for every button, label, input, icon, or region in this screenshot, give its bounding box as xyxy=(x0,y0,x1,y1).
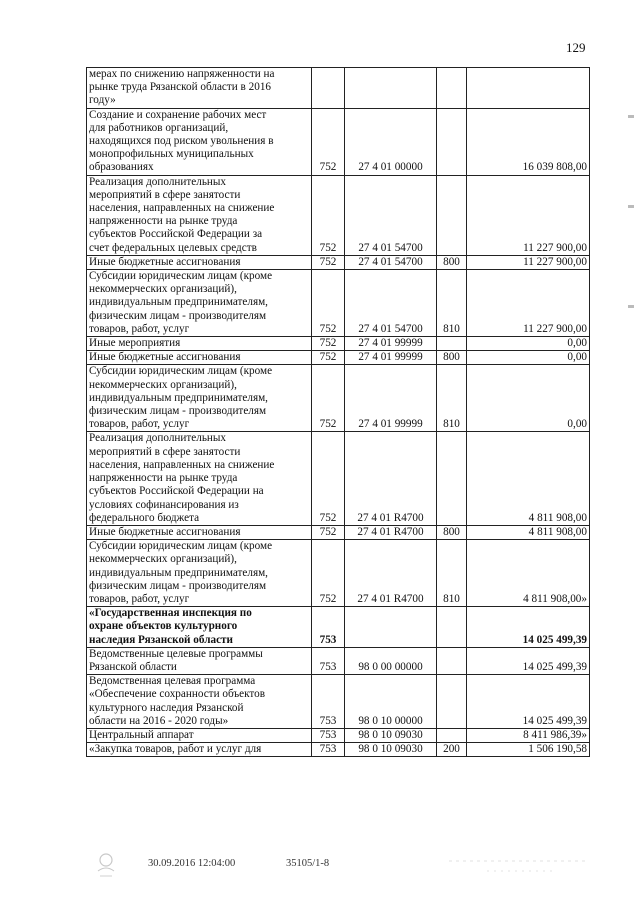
cell-gr-code: 753 xyxy=(312,607,345,648)
cell-gr-code: 752 xyxy=(312,270,345,337)
table-row xyxy=(87,108,590,175)
cell-name: Субсидии юридическим лицам (кроме некоммерческих организаций), индивидуальным предпринимателям, физическим лицам - производителям товаров, работ, услуг xyxy=(87,365,312,432)
cell-gr-code: 752 xyxy=(312,255,345,269)
cell-target-article: 98 0 10 09030 xyxy=(345,728,437,742)
cell-sum: 8 411 986,39» xyxy=(467,728,590,742)
cell-target-article: 27 4 01 54700 xyxy=(345,175,437,255)
footer-code: 35105/1-8 xyxy=(286,858,330,869)
cell-name: Ведомственные целевые программы Рязанской области xyxy=(87,647,312,674)
cell-gr-code: 752 xyxy=(312,351,345,365)
cell-gr-code: 753 xyxy=(312,675,345,729)
cell-sum: 4 811 908,00 xyxy=(467,432,590,525)
cell-sum: 14 025 499,39 xyxy=(467,647,590,674)
cell-name: Субсидии юридическим лицам (кроме некоммерческих организаций), индивидуальным предпринимателям, физическим лицам - производителям товаров, работ, услуг xyxy=(87,540,312,607)
cell-sum: 4 811 908,00 xyxy=(467,525,590,539)
cell-expense-type: 800 xyxy=(437,525,467,539)
cell-expense-type xyxy=(437,607,467,648)
cell-target-article: 27 4 01 00000 xyxy=(345,108,437,175)
cell-target-article: 27 4 01 R4700 xyxy=(345,432,437,525)
cell-target-article: 27 4 01 99999 xyxy=(345,337,437,351)
stamp-icon xyxy=(95,851,117,879)
cell-name: мерах по снижению напряженности на рынке труда Рязанской области в 2016 году» xyxy=(87,68,312,109)
cell-target-article: 98 0 10 00000 xyxy=(345,675,437,729)
edge-mark xyxy=(628,205,634,208)
cell-expense-type xyxy=(437,68,467,109)
cell-name: «Государственная инспекция по охране объектов культурного наследия Рязанской области xyxy=(87,607,312,648)
cell-sum: 1 506 190,58 xyxy=(467,743,590,757)
cell-expense-type xyxy=(437,175,467,255)
cell-expense-type xyxy=(437,675,467,729)
cell-gr-code xyxy=(312,68,345,109)
cell-target-article: 27 4 01 R4700 xyxy=(345,525,437,539)
cell-sum xyxy=(467,68,590,109)
table-row xyxy=(87,743,590,757)
table-row xyxy=(87,540,590,607)
cell-expense-type: 810 xyxy=(437,540,467,607)
table-row xyxy=(87,68,590,109)
cell-name: Субсидии юридическим лицам (кроме некоммерческих организаций), индивидуальным предпринимателям, физическим лицам - производителям товаров, работ, услуг xyxy=(87,270,312,337)
table-row xyxy=(87,675,590,729)
cell-target-article xyxy=(345,68,437,109)
cell-name: Иные бюджетные ассигнования xyxy=(87,351,312,365)
edge-mark xyxy=(628,305,634,308)
table-row xyxy=(87,337,590,351)
budget-table-body xyxy=(87,68,590,757)
table-row xyxy=(87,728,590,742)
table-row xyxy=(87,351,590,365)
cell-expense-type: 200 xyxy=(437,743,467,757)
cell-gr-code: 752 xyxy=(312,108,345,175)
cell-gr-code: 752 xyxy=(312,175,345,255)
cell-sum: 0,00 xyxy=(467,365,590,432)
cell-gr-code: 752 xyxy=(312,540,345,607)
cell-target-article: 27 4 01 54700 xyxy=(345,270,437,337)
cell-gr-code: 752 xyxy=(312,365,345,432)
cell-target-article xyxy=(345,607,437,648)
cell-gr-code: 752 xyxy=(312,525,345,539)
footer-date: 30.09.2016 12:04:00 xyxy=(148,858,236,869)
cell-gr-code: 753 xyxy=(312,647,345,674)
cell-name: Реализация дополнительных мероприятий в сфере занятости населения, направленных на снижение напряженности на рынке труда субъектов Российской Федерации на условиях софинансирования из федерального бюджета xyxy=(87,432,312,525)
cell-expense-type xyxy=(437,647,467,674)
table-row xyxy=(87,175,590,255)
cell-gr-code: 753 xyxy=(312,743,345,757)
cell-sum: 14 025 499,39 xyxy=(467,675,590,729)
cell-name: Ведомственная целевая программа «Обеспечение сохранности объектов культурного наследия Рязанской области на 2016 - 2020 годы» xyxy=(87,675,312,729)
cell-gr-code: 753 xyxy=(312,728,345,742)
cell-sum: 11 227 900,00 xyxy=(467,270,590,337)
cell-expense-type xyxy=(437,432,467,525)
edge-mark xyxy=(628,115,634,118)
cell-sum: 11 227 900,00 xyxy=(467,175,590,255)
table-row xyxy=(87,270,590,337)
table-row xyxy=(87,255,590,269)
cell-expense-type: 800 xyxy=(437,351,467,365)
cell-sum: 16 039 808,00 xyxy=(467,108,590,175)
cell-sum: 0,00 xyxy=(467,351,590,365)
cell-target-article: 27 4 01 54700 xyxy=(345,255,437,269)
page-number: 129 xyxy=(566,40,586,55)
cell-expense-type xyxy=(437,108,467,175)
cell-name: «Закупка товаров, работ и услуг для xyxy=(87,743,312,757)
table-row xyxy=(87,432,590,525)
cell-target-article: 27 4 01 99999 xyxy=(345,365,437,432)
cell-gr-code: 752 xyxy=(312,432,345,525)
cell-expense-type: 810 xyxy=(437,270,467,337)
cell-sum: 0,00 xyxy=(467,337,590,351)
table-row xyxy=(87,647,590,674)
table-row xyxy=(87,525,590,539)
cell-name: Иные бюджетные ассигнования xyxy=(87,525,312,539)
cell-sum: 14 025 499,39 xyxy=(467,607,590,648)
cell-name: Создание и сохранение рабочих мест для работников организаций, находящихся под риском увольнения в монопрофильных муниципальных образованиях xyxy=(87,108,312,175)
budget-table xyxy=(86,67,590,757)
cell-name: Иные бюджетные ассигнования xyxy=(87,255,312,269)
table-row xyxy=(87,607,590,648)
cell-expense-type xyxy=(437,337,467,351)
cell-expense-type xyxy=(437,728,467,742)
cell-name: Центральный аппарат xyxy=(87,728,312,742)
cell-target-article: 98 0 00 00000 xyxy=(345,647,437,674)
cell-target-article: 98 0 10 09030 xyxy=(345,743,437,757)
cell-expense-type: 810 xyxy=(437,365,467,432)
table-row xyxy=(87,365,590,432)
cell-target-article: 27 4 01 R4700 xyxy=(345,540,437,607)
cell-gr-code: 752 xyxy=(312,337,345,351)
cell-name: Иные мероприятия xyxy=(87,337,312,351)
cell-sum: 11 227 900,00 xyxy=(467,255,590,269)
cell-target-article: 27 4 01 99999 xyxy=(345,351,437,365)
cell-sum: 4 811 908,00» xyxy=(467,540,590,607)
cell-expense-type: 800 xyxy=(437,255,467,269)
cell-name: Реализация дополнительных мероприятий в сфере занятости населения, направленных на снижение напряженности на рынке труда субъектов Российской Федерации за счет федеральных целевых средств xyxy=(87,175,312,255)
watermark-stamp xyxy=(447,855,589,879)
